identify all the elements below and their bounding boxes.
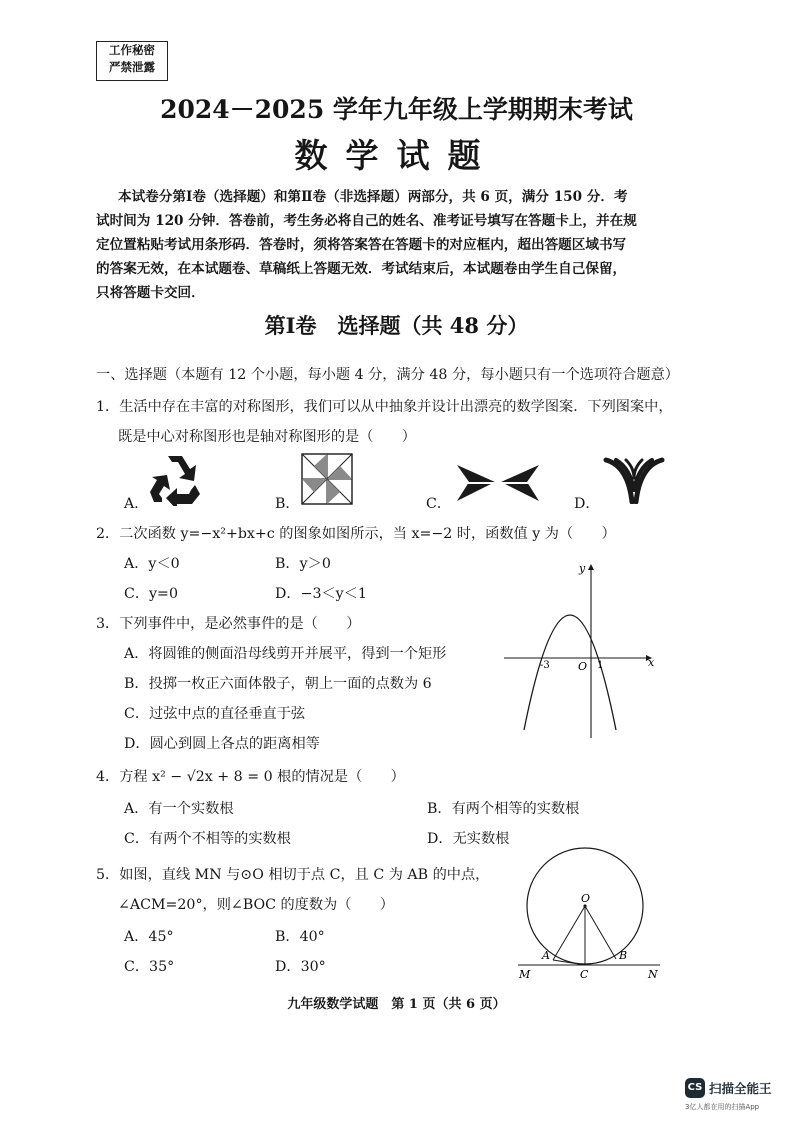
- q2-option-b: B．y＞0: [275, 556, 331, 572]
- q3-option-a: A．将圆锥的侧面沿母线剪开并展平，得到一个矩形: [124, 646, 447, 662]
- q4-option-b: B．有两个相等的实数根: [427, 801, 580, 817]
- q5-option-c: C．35°: [124, 959, 175, 975]
- q1-option-d: D．: [574, 496, 600, 512]
- q4-option-a: A．有一个实数根: [124, 801, 234, 817]
- label-c: C: [580, 968, 589, 981]
- instructions-line-5: 只将答题卡交回．: [96, 285, 205, 301]
- exam-title: 2024－2025 学年九年级上学期期末考试: [160, 95, 633, 124]
- instructions-line-3: 定位置粘贴考试用条形码．答卷时，须将答案答在答题卡的对应框内，超出答题区域书写: [96, 237, 627, 253]
- parabola-graph: [500, 560, 660, 740]
- q4-option-d: D．无实数根: [427, 831, 510, 847]
- instructions-line-2: 试时间为 120 分钟．答卷前，考生务必将自己的姓名、准考证号填写在答题卡上，并在规: [96, 213, 637, 229]
- q5-option-a: A．45°: [124, 929, 174, 945]
- q2-option-a: A．y＜0: [124, 556, 180, 572]
- stamp-line-1: 工作秘密: [109, 43, 155, 57]
- q2-stem: 2．二次函数 y=−x²+bx+c 的图象如图所示，当 x=−2 时，函数值 y 为（ ）: [96, 526, 616, 542]
- q3-option-d: D．圆心到圆上各点的距离相等: [124, 736, 320, 752]
- q4-stem: 4．方程 x² − √2x + 8 = 0 根的情况是（ ）: [96, 769, 405, 785]
- instructions-line-4: 的答案无效，在本试题卷、草稿纸上答题无效．考试结束后，本试题卷由学生自己保留，: [96, 261, 627, 277]
- q4-option-c: C．有两个不相等的实数根: [124, 831, 291, 847]
- bowtie-icon: [455, 463, 541, 503]
- q5-option-d: D．30°: [275, 959, 326, 975]
- label-m: M: [519, 968, 531, 981]
- label-o: O: [581, 892, 591, 905]
- section-heading: 第Ⅰ卷 选择题（共 48 分）: [264, 313, 529, 338]
- q3-option-b: B．投掷一枚正六面体骰子，朝上一面的点数为 6: [124, 676, 432, 692]
- graph-tick-right: 1: [597, 660, 604, 671]
- scanner-logo-icon: CS: [685, 1078, 705, 1098]
- q5-option-b: B．40°: [275, 929, 325, 945]
- stamp-line-2: 严禁泄露: [109, 60, 155, 74]
- confidential-stamp: [96, 41, 168, 81]
- label-b: B: [619, 949, 628, 962]
- graph-origin-label: O: [578, 660, 588, 673]
- q1-stem-line-1: 1．生活中存在丰富的对称图形，我们可以从中抽象并设计出漂亮的数学图案．下列图案中，: [96, 399, 673, 415]
- q1-stem-line-2: 既是中心对称图形也是轴对称图形的是（ ）: [118, 429, 416, 445]
- q3-option-c: C．过弦中点的直径垂直于弦: [124, 706, 306, 722]
- q2-option-d: D．−3＜y＜1: [275, 586, 367, 602]
- subject-title: 数学试题: [294, 136, 499, 175]
- q2-option-c: C．y=0: [124, 586, 178, 602]
- page-footer: 九年级数学试题 第 1 页（共 6 页）: [287, 997, 506, 1012]
- q5-stem-line-1: 5．如图，直线 MN 与⊙O 相切于点 C，且 C 为 AB 的中点，: [96, 867, 490, 883]
- q1-option-c: C．: [426, 496, 452, 512]
- label-a: A: [542, 949, 550, 962]
- label-n: N: [648, 968, 658, 981]
- scanner-app-name: 扫描全能王: [709, 1081, 772, 1096]
- q1-option-a: A．: [124, 496, 149, 512]
- graph-x-label: x: [648, 656, 655, 669]
- part-intro: 一、选择题（本题有 12 个小题，每小题 4 分，满分 48 分，每小题只有一个选项符合题意）: [96, 367, 679, 383]
- circle-tangent-figure: [510, 838, 670, 984]
- pinwheel-icon: [300, 452, 354, 506]
- q1-option-b: B．: [275, 496, 300, 512]
- q5-stem-line-2: ∠ACM=20°，则∠BOC 的度数为（ ）: [118, 897, 394, 913]
- recycle-icon: [148, 452, 206, 506]
- scanner-slogan: 3亿人都在用的扫描App: [685, 1103, 760, 1111]
- scanner-watermark: [685, 1075, 790, 1115]
- graph-y-label: y: [579, 562, 586, 575]
- instructions-line-1: 本试卷分第Ⅰ卷（选择题）和第Ⅱ卷（非选择题）两部分，共 6 页，满分 150 分．考: [118, 189, 628, 205]
- graph-tick-left: -3: [540, 660, 550, 671]
- wing-arcs-icon: [602, 456, 666, 504]
- q3-stem: 3．下列事件中，是必然事件的是（ ）: [96, 616, 361, 632]
